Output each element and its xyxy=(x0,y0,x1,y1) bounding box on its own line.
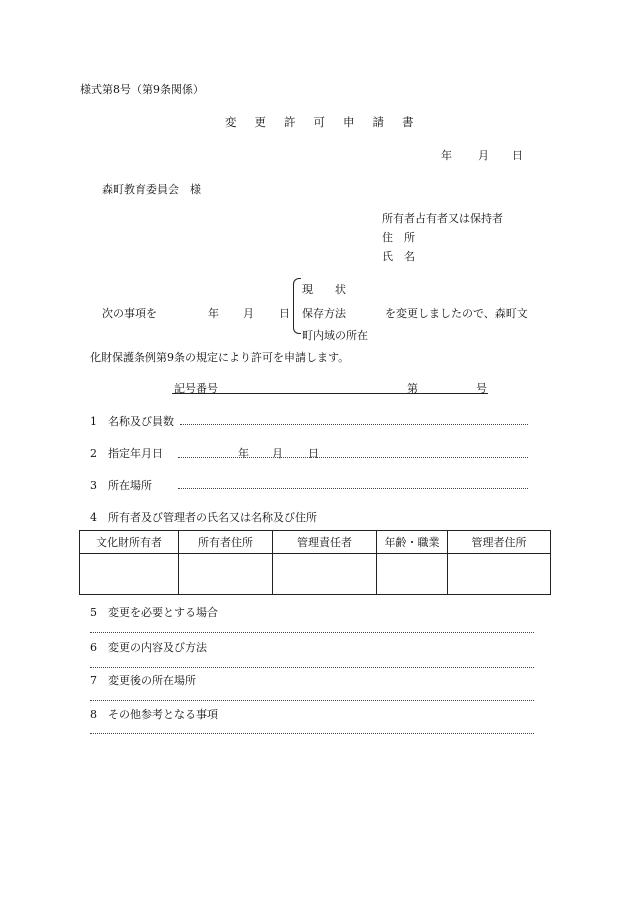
item-designation-date-field[interactable] xyxy=(178,457,528,458)
item-owner-manager: 4 所有者及び管理者の氏名又は名称及び住所 xyxy=(90,511,317,524)
item-other-notes: 8 その他参考となる事項 xyxy=(90,708,218,721)
applicant-name-label[interactable]: 氏 名 xyxy=(382,250,415,263)
item-other-notes-field[interactable] xyxy=(90,733,534,734)
form-number: 様式第8号（第9条関係） xyxy=(80,83,204,96)
record-number-underline[interactable] xyxy=(172,393,488,394)
document-title: 変更許可申請書 xyxy=(225,115,432,129)
body-year[interactable]: 年 xyxy=(208,307,219,320)
table-header: 文化財所有者 xyxy=(80,531,179,554)
table-cell-manager-address[interactable] xyxy=(448,554,551,595)
record-number-label: 記号番号 xyxy=(174,382,218,395)
item-designation-date: 2 指定年月日 xyxy=(90,447,163,460)
table-cell-manager[interactable] xyxy=(273,554,377,595)
applicant-address-label[interactable]: 住 所 xyxy=(382,231,415,244)
record-dai: 第 xyxy=(407,382,418,395)
item-designation-month[interactable]: 月 xyxy=(272,447,283,460)
item-designation-year[interactable]: 年 xyxy=(238,447,249,460)
table-cell-owner-address[interactable] xyxy=(179,554,273,595)
body-month[interactable]: 月 xyxy=(243,307,254,320)
date-month[interactable]: 月 xyxy=(478,149,489,162)
date-year[interactable]: 年 xyxy=(441,149,452,162)
table-cell-age-occupation[interactable] xyxy=(377,554,448,595)
applicant-role: 所有者占有者又は保持者 xyxy=(382,212,503,225)
option-preservation-method[interactable]: 保存方法 xyxy=(302,307,346,320)
owner-manager-table xyxy=(79,530,551,595)
table-cell-owner[interactable] xyxy=(80,554,179,595)
item-location-field[interactable] xyxy=(178,488,528,489)
item-change-content-field[interactable] xyxy=(90,667,534,668)
addressee: 森町教育委員会 様 xyxy=(102,183,201,196)
item-location: 3 所在場所 xyxy=(90,479,152,492)
record-go: 号 xyxy=(476,382,487,395)
date-day[interactable]: 日 xyxy=(512,149,523,162)
item-change-content: 6 変更の内容及び方法 xyxy=(90,641,207,654)
body-day[interactable]: 日 xyxy=(279,307,290,320)
item-name-count: 1 名称及び員数 xyxy=(90,415,174,428)
item-new-location-field[interactable] xyxy=(90,700,534,701)
body-lead: 次の事項を xyxy=(102,307,157,320)
item-change-case-field[interactable] xyxy=(90,632,534,633)
table-header: 年齢・職業 xyxy=(377,531,448,554)
item-designation-day[interactable]: 日 xyxy=(308,447,319,460)
table-header: 管理者住所 xyxy=(448,531,551,554)
body-line-2: 化財保護条例第9条の規定により許可を申請します。 xyxy=(90,351,350,364)
table-header: 所有者住所 xyxy=(179,531,273,554)
body-tail: を変更しましたので、森町文 xyxy=(385,307,528,320)
option-current-state[interactable]: 現 状 xyxy=(302,283,346,296)
item-new-location: 7 変更後の所在場所 xyxy=(90,674,196,687)
option-brace xyxy=(293,278,301,334)
option-location[interactable]: 町内域の所在 xyxy=(302,329,368,342)
table-header: 管理責任者 xyxy=(273,531,377,554)
item-change-case: 5 変更を必要とする場合 xyxy=(90,606,218,619)
item-name-count-field[interactable] xyxy=(180,424,528,425)
